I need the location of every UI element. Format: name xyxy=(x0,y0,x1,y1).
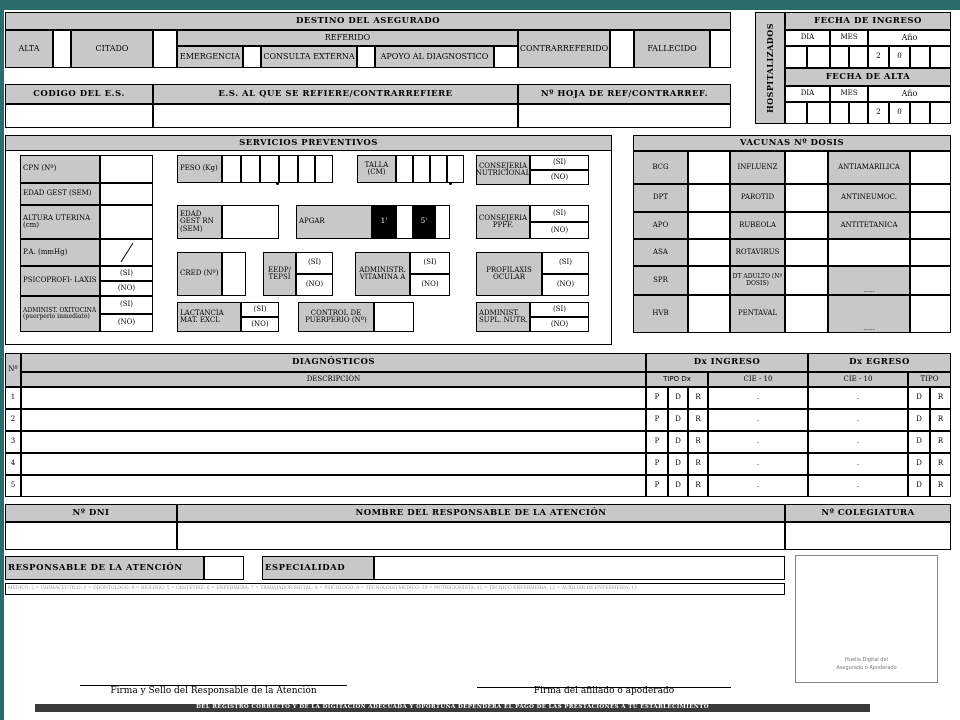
control-puerperio-field[interactable] xyxy=(374,302,414,332)
footer-notice: DEL REGISTRO CORRECTO Y DE LA DIGITACION ADECUADA Y OPORTUNA DEPENDERÁ EL PAGO DE LAS PRESTACIONES A TU ESTABLECIMIENTO xyxy=(35,704,870,712)
dpt-label: DPT xyxy=(633,184,688,212)
cie-egreso-field[interactable]: . xyxy=(808,453,908,475)
especialidad-label: ESPECIALIDAD xyxy=(262,556,374,580)
peso-digit-6[interactable] xyxy=(315,155,333,183)
asa-field[interactable] xyxy=(688,239,730,266)
huella-caption-2: Asegurado o Apoderado xyxy=(836,664,897,671)
apgar-1-label: 1' xyxy=(372,205,396,239)
tipo-d-option[interactable]: D xyxy=(668,409,688,431)
apgar-1-field[interactable] xyxy=(396,205,413,239)
pentaval-label: PENTAVAL xyxy=(730,295,785,333)
talla-digit-3[interactable] xyxy=(430,155,447,183)
emergencia-label: EMERGENCIA xyxy=(177,46,243,68)
diag-row-number: 1 xyxy=(5,387,21,409)
tipo-d-option[interactable]: D xyxy=(668,431,688,453)
ingreso-anio-label: Año xyxy=(868,30,951,46)
tipo-p-option[interactable]: P xyxy=(646,409,668,431)
alta-dia-1[interactable] xyxy=(785,102,807,124)
pa-label: P.A. (mmHg) xyxy=(20,239,100,266)
cie-ingreso-label: CIE - 10 xyxy=(708,372,808,387)
alta-dia-label: DIA xyxy=(785,86,830,102)
diag-row-number: 2 xyxy=(5,409,21,431)
psicoprofilaxis-label: PSICOPROFI- LAXIS xyxy=(20,266,100,296)
oxitocina-si[interactable]: (SI) xyxy=(100,296,153,314)
psico-no[interactable]: (NO) xyxy=(100,281,153,296)
antineumoc-label: ANTINEUMOC. xyxy=(828,184,910,212)
cie-egreso-field[interactable]: . xyxy=(808,431,908,453)
edad-gest-rn-label: EDAD GEST RN (SEM) xyxy=(177,205,222,239)
egreso-r-option[interactable]: R xyxy=(930,387,951,409)
admin-vitamina-a-label: ADMINISTR. VITAMINA A xyxy=(355,252,410,296)
profesiones-list: MEDICO: 2 = FARMACEUTICO: 3 = ODONTOLOGO: 4 = BIOLOGO: 5 = OBSTETRIZ: 6 = ENFERMERA: 7 = TRABAJADOR SOCIAL: 8 = PSICOLOGO: 9 = TECNOLOGO MEDICO: 10 = NUTRICIONISTA: 11 = TECNICO ENFERMERIA: 12 = AUXILIAR DE ENFERMERIA: 13 xyxy=(5,583,785,595)
apoyo-diagnostico-label: APOYO AL DIAGNOSTICO xyxy=(375,46,494,68)
peso-digit-3[interactable] xyxy=(260,155,279,183)
huella-box[interactable] xyxy=(795,555,938,683)
alta-anio-3[interactable] xyxy=(910,102,930,124)
lactancia-si[interactable]: (SI) xyxy=(241,302,279,317)
supl-si[interactable]: (SI) xyxy=(530,302,589,317)
dx-egreso-title: Dx EGRESO xyxy=(808,353,951,372)
pa-slash-icon xyxy=(101,240,152,265)
control-puerperio-label: CONTROL DE PUERPERIO (Nº) xyxy=(298,302,374,332)
apoyo-diagnostico-box[interactable] xyxy=(494,46,518,68)
huella-caption-1: Huella Digital del xyxy=(845,657,888,663)
huella-caption xyxy=(796,657,937,672)
tipo-r-option[interactable]: R xyxy=(688,475,708,497)
peso-digit-4[interactable] xyxy=(279,155,298,183)
cred-field[interactable] xyxy=(222,252,246,296)
dt-adulto-field[interactable] xyxy=(785,266,828,295)
asa-label: ASA xyxy=(633,239,688,266)
consej-nutri-si[interactable]: (SI) xyxy=(530,155,589,170)
vacuna-extra-2-label[interactable] xyxy=(828,266,910,295)
colegiatura-label: Nº COLEGIATURA xyxy=(785,504,951,522)
diag-description-field[interactable] xyxy=(21,431,646,453)
diag-title: DIAGNÓSTICOS xyxy=(21,353,646,372)
altura-uterina-label: ALTURA UTERINA (cm) xyxy=(20,205,100,239)
hoja-ref-field[interactable] xyxy=(518,104,731,128)
tipo-d-option[interactable]: D xyxy=(668,453,688,475)
talla-decimal-dot xyxy=(449,182,452,185)
dni-label: Nº DNI xyxy=(5,504,177,522)
alta-anio-label: Año xyxy=(868,86,951,102)
egreso-r-option[interactable]: R xyxy=(930,453,951,475)
tipo-p-option[interactable]: P xyxy=(646,453,668,475)
profilaxis-ocular-label: PROFILAXIS OCULAR xyxy=(476,252,542,296)
ingreso-mes-2[interactable] xyxy=(849,46,868,68)
egreso-d-option[interactable]: D xyxy=(908,453,930,475)
vacuna-extra-1-label[interactable] xyxy=(828,239,910,266)
vitamina-no[interactable]: (NO) xyxy=(410,274,450,296)
parotid-field[interactable] xyxy=(785,184,828,212)
nombre-responsable-label: NOMBRE DEL RESPONSABLE DE LA ATENCIÓN xyxy=(177,504,785,522)
ingreso-anio-1[interactable]: 2 xyxy=(868,46,889,68)
consej-nutri-no[interactable]: (NO) xyxy=(530,170,589,185)
hoja-ref-label: Nº HOJA DE REF/CONTRARREF. xyxy=(518,84,731,104)
tipo-p-option[interactable]: P xyxy=(646,431,668,453)
ingreso-anio-4[interactable] xyxy=(930,46,951,68)
especialidad-field[interactable] xyxy=(374,556,785,580)
emergencia-box[interactable] xyxy=(243,46,261,68)
tipo-r-option[interactable]: R xyxy=(688,409,708,431)
colegiatura-field[interactable] xyxy=(785,522,951,550)
tipo-dx-label: TIPO Dx xyxy=(646,372,708,387)
peso-decimal-dot xyxy=(276,182,279,185)
vacuna-extra-3-dots: ...... xyxy=(863,325,875,332)
consejeria-ppff-label: CONSEJERIA PPFF. xyxy=(476,205,530,239)
cpn-field[interactable] xyxy=(100,155,153,183)
fallecido-label: FALLECIDO xyxy=(634,30,710,68)
vacuna-extra-1-field[interactable] xyxy=(910,239,951,266)
diag-row-number: 4 xyxy=(5,453,21,475)
eedp-tepsi-label: EEDP/ TEPSI xyxy=(263,252,296,296)
diag-row-number: 3 xyxy=(5,431,21,453)
top-accent-bar xyxy=(0,0,960,10)
vacunas-title: VACUNAS Nº DOSIS xyxy=(633,135,951,151)
codigo-es-field[interactable] xyxy=(5,104,153,128)
preventivos-title: SERVICIOS PREVENTIVOS xyxy=(5,135,612,151)
bcg-field[interactable] xyxy=(688,151,730,184)
edad-gest-label: EDAD GEST (SEM) xyxy=(20,183,100,205)
diag-description-field[interactable] xyxy=(21,475,646,497)
edad-gest-rn-field[interactable] xyxy=(222,205,279,239)
tipo-d-option[interactable]: D xyxy=(668,475,688,497)
apo-label: APO xyxy=(633,212,688,239)
alta-mes-1[interactable] xyxy=(830,102,849,124)
firma-afiliado-label: Firma del afiliado o apoderado xyxy=(533,686,675,697)
eedp-si[interactable]: (SI) xyxy=(296,252,333,274)
citado-label: CITADO xyxy=(71,30,153,68)
cie-egreso-label: CIE - 10 xyxy=(808,372,908,387)
apgar-5-label: 5' xyxy=(413,205,435,239)
diag-description-field[interactable] xyxy=(21,387,646,409)
referido-label: REFERIDO xyxy=(177,30,518,46)
dt-adulto-label: DT ADULTO (Nº DOSIS) xyxy=(730,266,785,295)
spr-field[interactable] xyxy=(688,266,730,295)
hospitalizados-text: HOSPITALIZADOS xyxy=(764,23,775,113)
eedp-no[interactable]: (NO) xyxy=(296,274,333,296)
consej-ppff-no[interactable]: (NO) xyxy=(530,222,589,239)
egreso-d-option[interactable]: D xyxy=(908,431,930,453)
alta-label: ALTA xyxy=(5,30,53,68)
apgar-5-field[interactable] xyxy=(435,205,450,239)
egreso-d-option[interactable]: D xyxy=(908,387,930,409)
antineumoc-field[interactable] xyxy=(910,184,951,212)
responsable-atencion-label: RESPONSABLE DE LA ATENCIÓN xyxy=(5,556,204,580)
fallecido-box[interactable] xyxy=(710,30,731,68)
peso-digit-1[interactable] xyxy=(222,155,241,183)
fecha-alta-title: FECHA DE ALTA xyxy=(785,68,951,86)
cpn-label: CPN (Nº) xyxy=(20,155,100,183)
cie-ingreso-field[interactable]: . xyxy=(708,409,808,431)
antiamarilica-label: ANTIAMARILICA xyxy=(828,151,910,184)
parotid-label: PAROTID xyxy=(730,184,785,212)
tipo-r-option[interactable]: R xyxy=(688,387,708,409)
alta-box[interactable] xyxy=(53,30,71,68)
tipo-d-option[interactable]: D xyxy=(668,387,688,409)
hvb-label: HVB xyxy=(633,295,688,333)
descripcion-label: DESCRIPCION xyxy=(21,372,646,387)
alta-mes-2[interactable] xyxy=(849,102,868,124)
rotavirus-field[interactable] xyxy=(785,239,828,266)
lactancia-no[interactable]: (NO) xyxy=(241,317,279,332)
dni-field[interactable] xyxy=(5,522,177,550)
es-refiere-label: E.S. AL QUE SE REFIERE/CONTRARREFIERE xyxy=(153,84,518,104)
rotavirus-label: ROTAVIRUS xyxy=(730,239,785,266)
tipo-r-option[interactable]: R xyxy=(688,453,708,475)
oxitocina-no[interactable]: (NO) xyxy=(100,314,153,332)
egreso-d-option[interactable]: D xyxy=(908,475,930,497)
hospitalizados-label xyxy=(755,12,785,124)
dpt-field[interactable] xyxy=(688,184,730,212)
alta-dia-2[interactable] xyxy=(807,102,830,124)
ingreso-anio-3[interactable] xyxy=(910,46,930,68)
apgar-label: APGAR xyxy=(296,205,372,239)
vacuna-extra-2-field[interactable] xyxy=(910,266,951,295)
egreso-d-option[interactable]: D xyxy=(908,409,930,431)
diag-n-label: Nº xyxy=(5,353,21,387)
diag-description-field[interactable] xyxy=(21,453,646,475)
firma-responsable-label: Firma y Sello del Responsable de la Atención xyxy=(110,686,317,697)
ingreso-anio-2[interactable]: 0 xyxy=(889,46,910,68)
contrarreferido-label: CONTRARREFERIDO xyxy=(518,30,610,68)
vitamina-si[interactable]: (SI) xyxy=(410,252,450,274)
cie-egreso-field[interactable]: . xyxy=(808,475,908,497)
citado-box[interactable] xyxy=(153,30,177,68)
ingreso-mes-label: MES xyxy=(830,30,868,46)
vacuna-extra-2-dots: ...... xyxy=(863,287,875,294)
alta-mes-label: MES xyxy=(830,86,868,102)
egreso-r-option[interactable]: R xyxy=(930,431,951,453)
cie-egreso-field[interactable]: . xyxy=(808,409,908,431)
destino-title: DESTINO DEL ASEGURADO xyxy=(5,12,731,30)
left-accent-bar xyxy=(0,0,4,720)
admin-oxitocina-label: ADMINIST. OXITOCINA (puerperio inmediato) xyxy=(20,296,100,332)
peso-digit-2[interactable] xyxy=(241,155,260,183)
antitetanica-label: ANTITETANICA xyxy=(828,212,910,239)
ingreso-dia-1[interactable] xyxy=(785,46,807,68)
pentaval-field[interactable] xyxy=(785,295,828,333)
bcg-label: BCG xyxy=(633,151,688,184)
hvb-field[interactable] xyxy=(688,295,730,333)
talla-label: TALLA (CM) xyxy=(357,155,396,183)
diag-row-number: 5 xyxy=(5,475,21,497)
spr-label: SPR xyxy=(633,266,688,295)
edad-gest-field[interactable] xyxy=(100,183,153,205)
cie-ingreso-field[interactable]: . xyxy=(708,431,808,453)
tipo-egreso-label: TIPO xyxy=(908,372,951,387)
alta-anio-2[interactable]: 0 xyxy=(889,102,910,124)
pa-field[interactable] xyxy=(100,239,153,266)
consejeria-nutricional-label: CONSEJERIA NUTRICIONAL xyxy=(476,155,530,185)
consulta-externa-label: CONSULTA EXTERNA xyxy=(261,46,357,68)
antiamarilica-field[interactable] xyxy=(910,151,951,184)
ingreso-mes-1[interactable] xyxy=(830,46,849,68)
cie-ingreso-field[interactable]: . xyxy=(708,475,808,497)
admin-supl-label: ADMINIST. SUPL. NUTR. xyxy=(476,302,530,332)
rubeola-label: RUBEOLA xyxy=(730,212,785,239)
codigo-es-label: CODIGO DEL E.S. xyxy=(5,84,153,104)
dx-ingreso-title: Dx INGRESO xyxy=(646,353,808,372)
lactancia-label: LACTANCIA MAT. EXCL xyxy=(177,302,241,332)
tipo-r-option[interactable]: R xyxy=(688,431,708,453)
tipo-p-option[interactable]: P xyxy=(646,387,668,409)
supl-no[interactable]: (NO) xyxy=(530,317,589,332)
ingreso-dia-2[interactable] xyxy=(807,46,830,68)
psico-si[interactable]: (SI) xyxy=(100,266,153,281)
responsable-atencion-field[interactable] xyxy=(204,556,244,580)
influenz-field[interactable] xyxy=(785,151,828,184)
talla-digit-2[interactable] xyxy=(413,155,430,183)
talla-digit-1[interactable] xyxy=(396,155,413,183)
ingreso-dia-label: DIA xyxy=(785,30,830,46)
cie-ingreso-field[interactable]: . xyxy=(708,387,808,409)
nombre-responsable-field[interactable] xyxy=(177,522,785,550)
alta-anio-1[interactable]: 2 xyxy=(868,102,889,124)
consej-ppff-si[interactable]: (SI) xyxy=(530,205,589,222)
cie-egreso-field[interactable]: . xyxy=(808,387,908,409)
contrarreferido-box[interactable] xyxy=(610,30,634,68)
es-refiere-field[interactable] xyxy=(153,104,518,128)
peso-digit-5[interactable] xyxy=(298,155,315,183)
consulta-externa-box[interactable] xyxy=(357,46,375,68)
vacuna-extra-3-field[interactable] xyxy=(910,295,951,333)
talla-digit-4[interactable] xyxy=(447,155,464,183)
altura-uterina-field[interactable] xyxy=(100,205,153,239)
profilaxis-no[interactable]: (NO) xyxy=(542,274,589,296)
alta-anio-4[interactable] xyxy=(930,102,951,124)
peso-label: PESO (Kg) xyxy=(177,155,222,183)
egreso-r-option[interactable]: R xyxy=(930,409,951,431)
apo-field[interactable] xyxy=(688,212,730,239)
profilaxis-si[interactable]: (SI) xyxy=(542,252,589,274)
rubeola-field[interactable] xyxy=(785,212,828,239)
cie-ingreso-field[interactable]: . xyxy=(708,453,808,475)
antitetanica-field[interactable] xyxy=(910,212,951,239)
egreso-r-option[interactable]: R xyxy=(930,475,951,497)
cred-label: CRED (Nº) xyxy=(177,252,222,296)
diag-description-field[interactable] xyxy=(21,409,646,431)
vacuna-extra-3-label[interactable] xyxy=(828,295,910,333)
influenz-label: INFLUENZ xyxy=(730,151,785,184)
fecha-ingreso-title: FECHA DE INGRESO xyxy=(785,12,951,30)
tipo-p-option[interactable]: P xyxy=(646,475,668,497)
